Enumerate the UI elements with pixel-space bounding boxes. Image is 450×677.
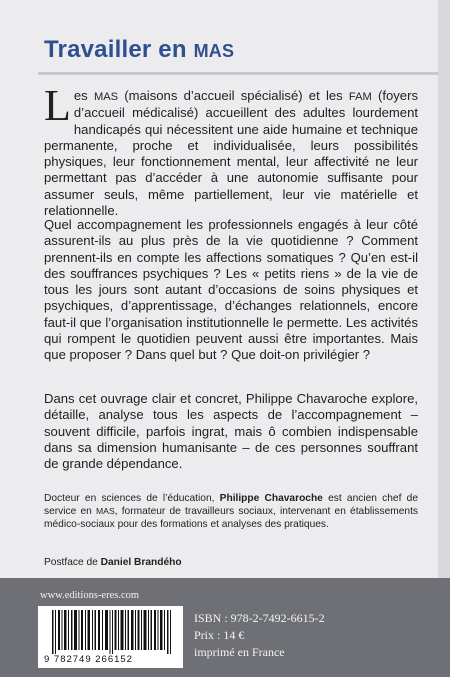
intro-paragraph [44,81,418,219]
barcode [38,606,183,668]
book-title [44,36,234,64]
postface-name: Daniel Brandého [100,557,182,568]
postface-credit [44,557,182,568]
cover-edge [438,0,450,677]
intro-mas: MAS [93,91,119,103]
postface-label: Postface de [44,557,101,568]
isbn: ISBN : 978-2-7492-6615-2 [194,611,325,625]
bio-mas: MAS [95,506,115,516]
barcode-number: 9 782749 266152 [44,654,133,665]
intro-text-after: (foyers d’accueil médicalisé) accueillent des adultes lourdement handicapés qui nécessitent une aide humaine et technique permanente, proche et individualisée, leurs possibilités physiques, leur fonctionnement mental, leur affectivité ne leur permettant pas d’accéder à une autonomie suffisante pour assumer seuls, même partiellement, leur vie matérielle et relationnelle. [44,88,418,219]
author-name: Philippe Chavaroche [219,493,323,504]
summary-paragraph: Dans cet ouvrage clair et concret, Philippe Chavaroche explore, détaille, analyse tous les aspects de l’accompagnement – souvent difficile, parfois ingrat, mais ô combien indispensable dans sa dimension humanisante – de ces personnes souffrant de grande dépendance. [44,391,418,472]
title-text: Travailler en [44,36,194,63]
drop-cap: L [44,81,71,130]
title-acronym: MAS [193,41,235,61]
bio-text-mid: est ancien chef de service en [44,493,418,517]
intro-text: es [73,88,94,103]
price: Prix : 14 € [194,628,245,642]
title-rule [38,72,438,75]
bio-text: Docteur en sciences de l’éducation, [44,493,220,504]
printed-in: imprimé en France [194,645,285,659]
bio-text-after: , formateur de travailleurs sociaux, intervenant en établissements médico-sociaux pour des formations et analyses des pratiques. [44,506,418,530]
intro-text-mid: (maisons d’accueil spécialisé) et les [118,88,349,103]
intro-fam: FAM [348,91,372,103]
barcode-icon [50,610,174,654]
publisher-url[interactable]: www.editions-eres.com [40,590,140,601]
author-bio [44,492,418,531]
questions-paragraph: Quel accompagnement les professionnels engagés à leur côté assurent-ils au plus près de la vie quotidienne ? Comment prennent-ils en compte les affections somatiques ? Qu’en est-il des souffrances psychiques ? Les « petits riens » de la vie de tous les jours sont autant d’occasions de soins physiques et psychiques, d’apprentissage, d’échanges relationnels, encore faut-il que l’organisation institutionnelle le permette. Les activités qui rompent le quotidien peuvent aussi être importantes. Mais que proposer ? Dans quel but ? Que doit-on privilégier ? [44,217,418,363]
